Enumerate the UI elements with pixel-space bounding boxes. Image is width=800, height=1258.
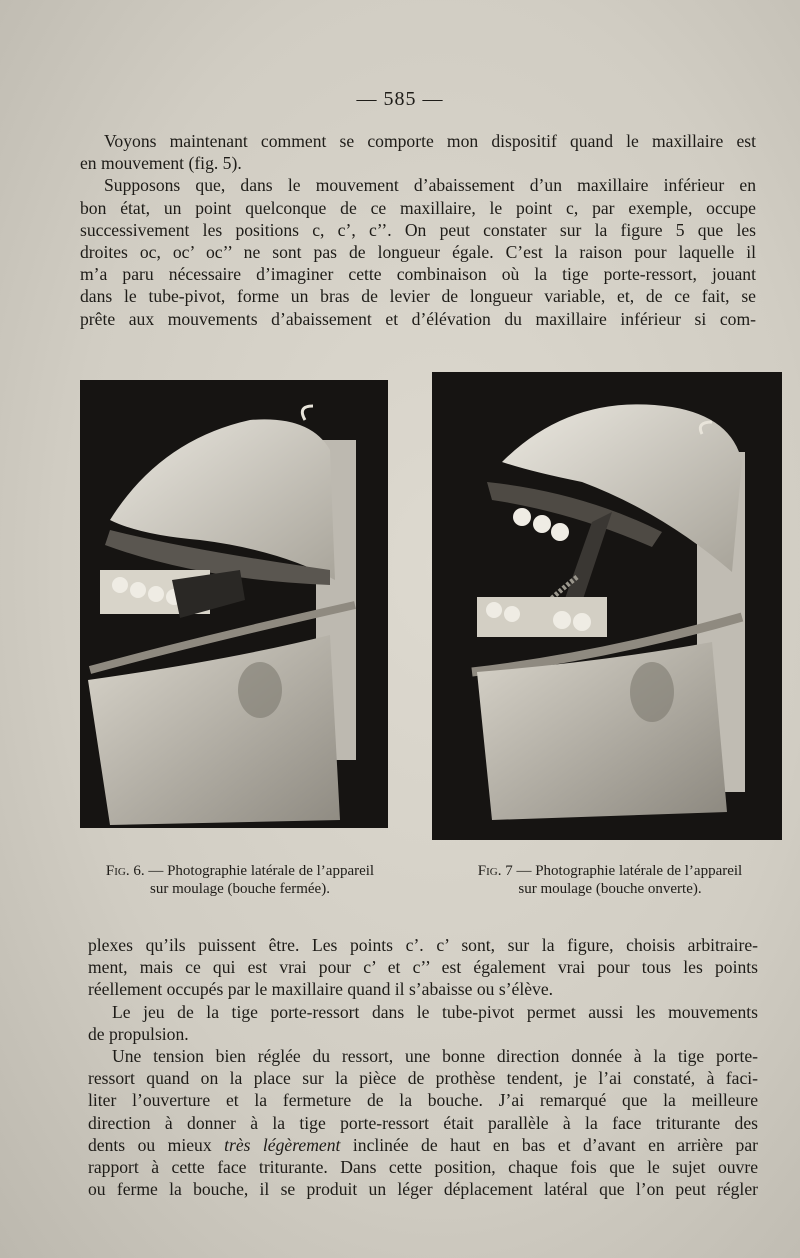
figure-7-photo xyxy=(432,372,782,840)
emphasis-text: très légèrement xyxy=(224,1134,341,1155)
text-line: dans le tube-pivot, forme un bras de levier de longueur variable, et, de ce fait, se xyxy=(80,286,756,307)
text-line: Le jeu de la tige porte-ressort dans le tube-pivot permet aussi les mouvements xyxy=(112,1001,758,1022)
text-line: liter l’ouverture et la fermeture de la bouche. J’ai remarqué que la meilleure xyxy=(88,1090,758,1111)
text-line: droites oc, oc’ oc’’ ne sont pas de longueur égale. C’est la raison pour laquelle il xyxy=(80,242,756,263)
caption-line xyxy=(420,862,800,880)
text-line: bon état, un point quelconque de ce maxillaire, le point c, par exemple, occupe xyxy=(80,197,756,218)
top-text-block xyxy=(80,130,756,330)
text-line: plexes qu’ils puissent être. Les points c’. c’ sont, sur la figure, choisis arbitraire- xyxy=(88,935,758,955)
text-line: en mouvement (fig. 5). xyxy=(80,153,242,174)
caption-line: sur moulage (bouche onverte). xyxy=(518,881,702,897)
text-line: rapport à cette face triturante. Dans cette position, chaque fois que le sujet ouvre xyxy=(88,1157,758,1178)
text-fragment: inclinée de haut en bas et d’avant en arrière par xyxy=(340,1134,759,1155)
text-line: prête aux mouvements d’abaissement et d’élévation du maxillaire inférieur si com- xyxy=(80,308,756,329)
text-line: ment, mais ce qui est vrai pour c’ et c’’ est également vrai pour tous les points xyxy=(88,957,758,978)
text-line: Voyons maintenant comment se comporte mon dispositif quand le maxillaire est xyxy=(104,131,756,151)
caption-line xyxy=(70,862,410,880)
text-line: Une tension bien réglée du ressort, une bonne direction donnée à la tige porte- xyxy=(112,1046,758,1067)
text-line: réellement occupés par le maxillaire quand il s’abaisse ou s’élève. xyxy=(88,979,554,1000)
caption-text: — Photographie latérale de l’appareil xyxy=(148,863,375,879)
text-line: successivement les positions c, c’, c’’. On peut constater sur la figure 5 que les xyxy=(80,219,756,240)
text-line: ressort quand on la place sur la pièce de prothèse tendent, je l’ai constaté, à faci- xyxy=(88,1068,758,1089)
figure-7-caption xyxy=(420,862,800,898)
bottom-text-block xyxy=(88,934,758,1200)
caption-line: sur moulage (bouche fermée). xyxy=(150,881,330,897)
text-line: ou ferme la bouche, il se produit un léger déplacement latéral que l’on peut régler xyxy=(88,1179,758,1200)
figure-6-caption xyxy=(70,862,410,898)
text-line: direction à donner à la tige porte-ressort était parallèle à la face triturante des xyxy=(88,1112,758,1133)
text-line: Supposons que, dans le mouvement d’abaissement d’un maxillaire inférieur en xyxy=(104,175,756,196)
caption-text: — Photographie latérale de l’appareil xyxy=(516,863,743,879)
text-line: de propulsion. xyxy=(88,1023,189,1044)
text-fragment: dents ou mieux xyxy=(88,1134,225,1155)
text-line: m’a paru nécessaire d’imaginer cette combinaison où la tige porte-ressort, jouant xyxy=(80,264,756,285)
figure-label: Fig. 6. xyxy=(105,863,145,879)
page-number: — 585 — xyxy=(356,88,444,110)
figure-label: Fig. 7 xyxy=(477,863,513,879)
text-line xyxy=(88,1134,758,1156)
figure-6-photo xyxy=(80,380,388,828)
